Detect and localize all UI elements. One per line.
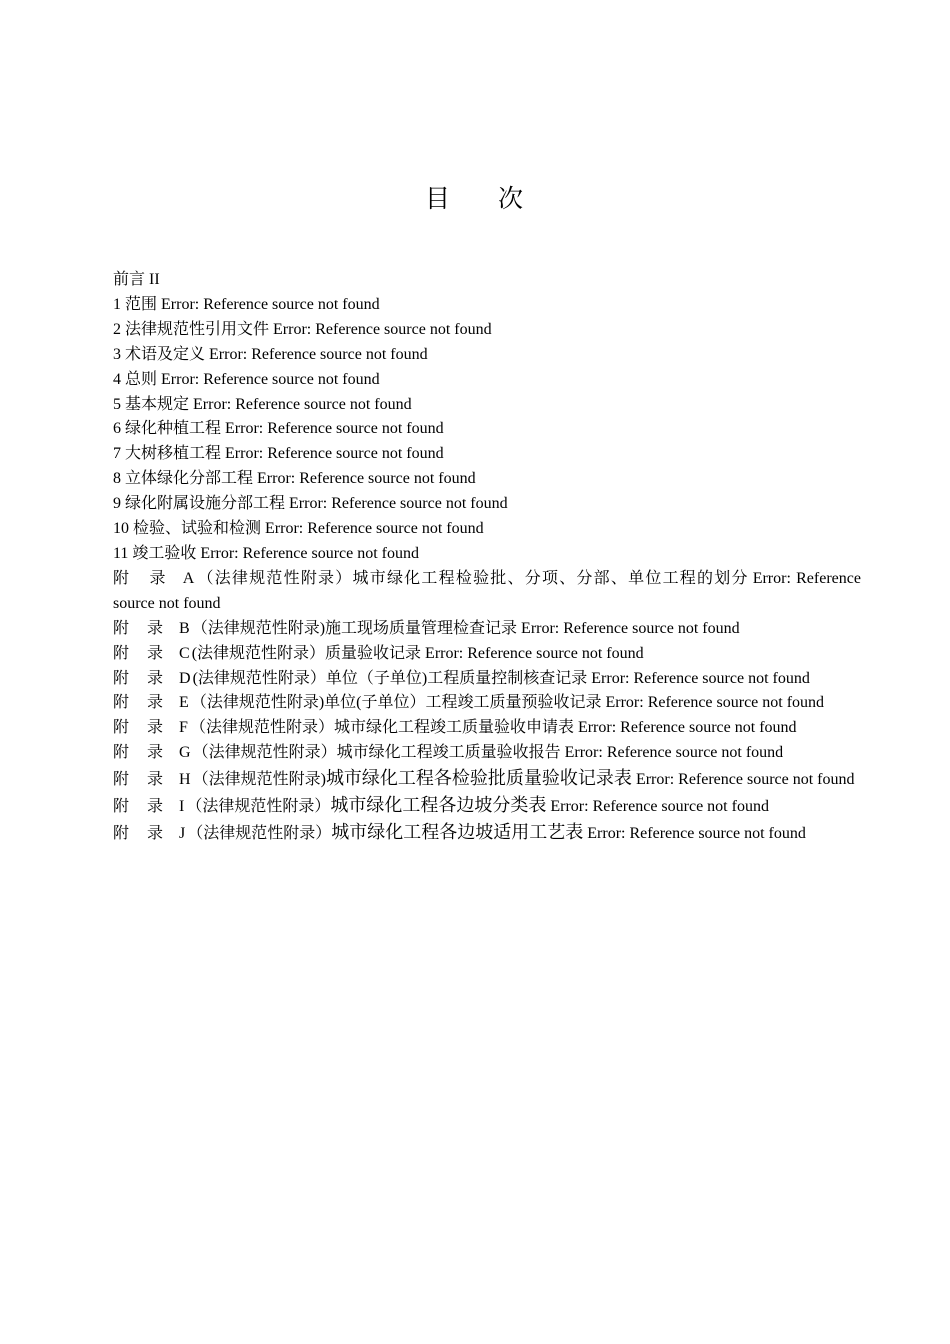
toc-entry-page-ref: Error: Reference source not found <box>161 295 380 313</box>
appendix-prefix-char: 录 <box>147 771 164 789</box>
appendix-prefix-char: 附 <box>113 744 130 762</box>
toc-entry-number: 1 <box>113 295 121 313</box>
appendix-prefix <box>113 645 163 662</box>
toc-entry-page-ref: II <box>149 271 160 288</box>
toc-entry-page-ref: Error: Reference source not found <box>209 345 428 363</box>
toc-entry-section-9[interactable] <box>113 492 861 517</box>
appendix-title-large: 城市绿化工程各边坡分类表 <box>330 795 547 816</box>
toc-entry-page-ref: Error: Reference source not found <box>591 669 810 687</box>
appendix-prefix-char: 录 <box>147 644 164 662</box>
appendix-title: （法律规范性附录） <box>187 824 332 842</box>
toc-entry-page-ref: Error: Reference source not found <box>550 798 769 816</box>
toc-entry-appendix-h[interactable] <box>113 766 861 793</box>
toc-entry-title: 竣工验收 <box>132 544 197 562</box>
appendix-title: （法律规范性附录)单位(子单位）工程竣工质量预验收记录 <box>190 694 602 712</box>
toc-entry-section-11[interactable] <box>113 542 861 567</box>
appendix-prefix-char: 录 <box>147 619 164 637</box>
appendix-letter: I <box>179 798 185 816</box>
toc-entry-title: 前言 <box>113 271 146 288</box>
toc-entry-number: 11 <box>113 544 129 562</box>
toc-entry-appendix-e[interactable] <box>113 691 861 716</box>
toc-entry-page-ref: Error: Reference source not found <box>564 744 784 762</box>
appendix-letter: H <box>179 771 191 789</box>
appendix-title: (法律规范性附录）质量验收记录 <box>191 644 422 662</box>
toc-entry-appendix-d[interactable] <box>113 667 861 692</box>
appendix-title: （法律规范性附录)施工现场质量管理检查记录 <box>191 619 518 637</box>
toc-entry-number: 9 <box>113 495 121 513</box>
toc-entry-number: 4 <box>113 370 121 388</box>
toc-entry-section-3[interactable] <box>113 343 861 368</box>
toc-entry-section-10[interactable] <box>113 517 861 542</box>
appendix-prefix <box>113 620 163 637</box>
toc-entry-title: 绿化附属设施分部工程 <box>125 495 286 513</box>
appendix-prefix <box>113 719 163 736</box>
appendix-letter: C <box>179 644 190 662</box>
toc-entry-foreword[interactable] <box>113 268 861 293</box>
toc-entry-number: 7 <box>113 445 121 463</box>
toc-entry-number: 6 <box>113 420 121 438</box>
appendix-prefix-char: 附 <box>113 824 130 842</box>
appendix-letter: G <box>179 744 191 762</box>
toc-entry-title: 大树移植工程 <box>125 445 222 463</box>
toc-entry-page-ref: Error: Reference source not found <box>577 719 797 737</box>
toc-entry-page-ref: Error: Reference source not found <box>225 445 444 463</box>
toc-entry-section-2[interactable] <box>113 318 861 343</box>
appendix-prefix-char: 附 <box>113 644 130 662</box>
appendix-prefix <box>113 771 163 788</box>
table-of-contents <box>113 268 861 847</box>
appendix-prefix <box>113 670 163 687</box>
toc-entry-title: 法律规范性引用文件 <box>125 320 270 338</box>
toc-entry-page-ref: Error: Reference source not found <box>289 495 508 513</box>
appendix-prefix-char: 录 <box>147 744 164 762</box>
toc-entry-title: 绿化种植工程 <box>125 420 222 438</box>
appendix-prefix-char: 附 <box>113 619 130 637</box>
toc-entry-number: 5 <box>113 395 121 413</box>
appendix-prefix-char: 录 <box>148 569 167 587</box>
appendix-prefix <box>113 570 167 587</box>
toc-entry-page-ref: Error: Reference source not found <box>273 320 492 338</box>
toc-entry-section-5[interactable] <box>113 393 861 418</box>
toc-entry-page-ref: Error: Reference source not found <box>605 694 825 712</box>
appendix-letter: A <box>182 569 195 587</box>
appendix-prefix-char: 附 <box>113 719 130 737</box>
appendix-prefix <box>113 825 163 842</box>
toc-entry-section-1[interactable] <box>113 293 861 318</box>
appendix-prefix-char: 录 <box>147 669 164 687</box>
toc-entry-appendix-j[interactable] <box>113 820 861 847</box>
appendix-title: （法律规范性附录）城市绿化工程检验批、分项、分部、单位工程的划分 <box>196 569 749 587</box>
toc-entry-page-ref: Error: Reference source not found <box>193 395 412 413</box>
appendix-prefix-char: 录 <box>147 694 164 712</box>
toc-entry-page-ref: Error: Reference source not found <box>200 544 419 562</box>
toc-entry-page-ref: Error: Reference source not found <box>635 771 855 789</box>
toc-entry-number: 3 <box>113 345 121 363</box>
toc-entry-page-ref: Error: Reference source not found <box>587 824 806 842</box>
appendix-title-large: 城市绿化工程各检验批质量验收记录表 <box>325 768 632 789</box>
toc-entry-number: 2 <box>113 320 121 338</box>
toc-entry-appendix-a[interactable] <box>113 567 861 617</box>
appendix-letter: D <box>179 669 191 687</box>
appendix-prefix-char: 附 <box>113 569 131 587</box>
appendix-letter: J <box>179 824 186 842</box>
toc-entry-number: 10 <box>113 520 129 538</box>
appendix-prefix-char: 附 <box>113 694 130 712</box>
appendix-letter: E <box>179 694 189 712</box>
appendix-prefix-char: 录 <box>147 719 164 737</box>
toc-entry-page-ref: Error: Reference source not found <box>257 470 476 488</box>
toc-entry-title: 立体绿化分部工程 <box>125 470 254 488</box>
appendix-prefix <box>113 694 163 711</box>
toc-entry-appendix-f[interactable] <box>113 716 861 741</box>
appendix-title-large: 城市绿化工程各边坡适用工艺表 <box>331 821 584 842</box>
appendix-title: （法律规范性附录）城市绿化工程竣工质量验收报告 <box>192 744 561 762</box>
appendix-prefix-char: 录 <box>147 824 164 842</box>
appendix-title: （法律规范性附录）城市绿化工程竣工质量验收申请表 <box>189 719 574 737</box>
toc-entry-appendix-b[interactable] <box>113 617 861 642</box>
toc-entry-page-ref: Error: Reference source not found <box>425 644 644 662</box>
appendix-title: （法律规范性附录) <box>192 771 326 789</box>
toc-entry-title: 基本规定 <box>125 395 190 413</box>
page-title <box>0 183 950 215</box>
appendix-title: (法律规范性附录）单位（子单位)工程质量控制核查记录 <box>192 669 588 687</box>
appendix-prefix-char: 附 <box>113 798 130 816</box>
appendix-title: （法律规范性附录） <box>186 798 331 816</box>
title-char-2: 次 <box>498 184 526 213</box>
toc-entry-section-6[interactable] <box>113 417 861 442</box>
title-char-1: 目 <box>424 184 452 213</box>
toc-entry-appendix-i[interactable] <box>113 793 861 820</box>
toc-entry-title: 术语及定义 <box>125 345 206 363</box>
appendix-prefix-char: 附 <box>113 669 130 687</box>
toc-entry-page-ref: Error: Reference source not found <box>265 520 484 538</box>
appendix-prefix <box>113 744 163 761</box>
toc-entry-appendix-c[interactable] <box>113 642 861 667</box>
toc-entry-page-ref: Error: Reference source not found <box>225 420 444 438</box>
toc-entry-title: 检验、试验和检测 <box>133 520 262 538</box>
toc-entry-page-ref: Error: Reference source not found <box>113 569 861 612</box>
appendix-letter: B <box>179 619 190 637</box>
appendix-letter: F <box>179 719 188 737</box>
toc-entry-section-8[interactable] <box>113 467 861 492</box>
appendix-prefix-char: 录 <box>147 798 164 816</box>
toc-entry-appendix-g[interactable] <box>113 741 861 766</box>
toc-entry-page-ref: Error: Reference source not found <box>161 370 380 388</box>
appendix-prefix-char: 附 <box>113 771 130 789</box>
toc-entry-number: 8 <box>113 470 121 488</box>
appendix-prefix <box>113 798 163 815</box>
toc-entry-page-ref: Error: Reference source not found <box>521 619 740 637</box>
toc-entry-title: 总则 <box>125 370 158 388</box>
toc-entry-section-4[interactable] <box>113 368 861 393</box>
toc-entry-title: 范围 <box>125 295 158 313</box>
toc-entry-section-7[interactable] <box>113 442 861 467</box>
